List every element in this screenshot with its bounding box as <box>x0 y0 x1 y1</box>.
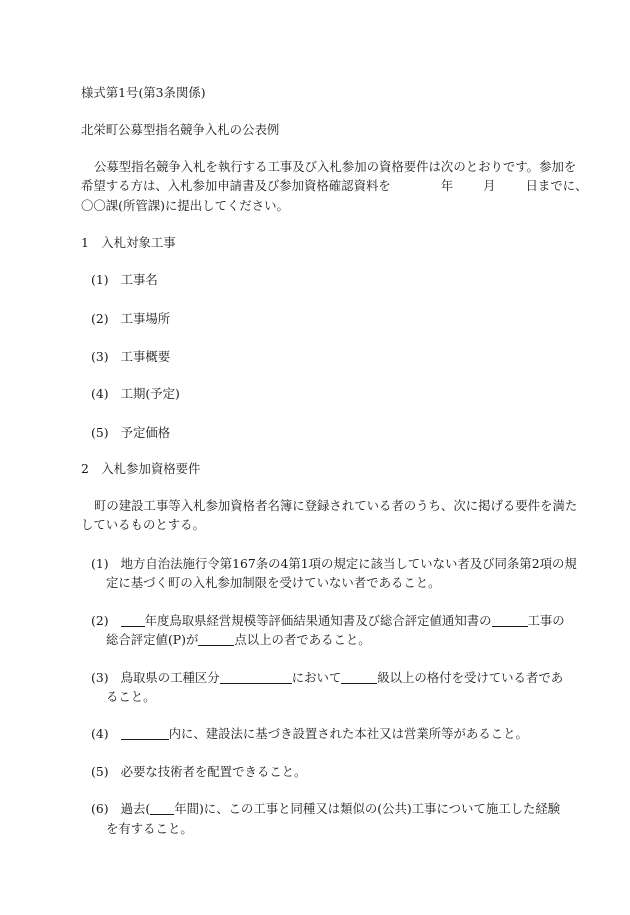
section1-item <box>91 348 170 366</box>
years-blank <box>150 801 174 815</box>
requirement-text: 級以上の格付を受けている者であ <box>377 670 564 685</box>
requirement-text: において <box>291 670 342 685</box>
intro-line-3: 〇〇課(所管課)に提出してください。 <box>81 198 289 213</box>
section1-heading: 1 入札対象工事 <box>81 235 176 250</box>
grade-blank <box>341 670 377 684</box>
document-title: 北栄町公募型指名競争入札の公表例 <box>81 122 280 137</box>
section1-item <box>91 424 170 442</box>
item-label: 工事場所 <box>120 311 171 326</box>
item-label: 予定価格 <box>120 425 171 440</box>
intro-line-2 <box>81 177 588 195</box>
requirement-4 <box>91 725 528 743</box>
requirement-text: 鳥取県の工種区分 <box>120 670 220 685</box>
requirement-6-continued: を有すること。 <box>106 821 193 836</box>
intro-line-1: 公募型指名競争入札を執行する工事及び入札参加の資格要件は次のとおりです。参加を <box>94 159 577 174</box>
work-category-blank <box>220 670 292 684</box>
deadline-suffix: 日までに、 <box>525 178 588 193</box>
section2-heading: 2 入札参加資格要件 <box>81 461 201 476</box>
section2-intro-line-2: しているものとする。 <box>81 517 205 532</box>
requirement-text: 点以上の者であること。 <box>234 632 371 647</box>
requirement-6 <box>91 800 560 818</box>
area-blank <box>121 726 169 740</box>
fiscal-year-blank <box>121 613 145 627</box>
item-number: (3) <box>91 349 109 364</box>
requirement-text: 過去( <box>120 801 151 816</box>
year-label: 年 <box>440 178 454 193</box>
requirement-2-continued <box>106 631 371 649</box>
requirement-3 <box>91 669 563 687</box>
requirement-1-continued: 定に基づく町の入札参加制限を受けていない者であること。 <box>106 575 441 590</box>
requirement-number: (1) <box>91 556 109 571</box>
requirement-text: 地方自治法施行令第167条の4第1項の規定に該当していない者及び同条第2項の規 <box>120 556 577 571</box>
section1-item <box>91 271 158 289</box>
section1-item <box>91 310 170 328</box>
score-blank <box>198 632 234 646</box>
item-number: (5) <box>91 425 109 440</box>
requirement-2 <box>91 612 565 630</box>
item-label: 工事概要 <box>120 349 171 364</box>
item-number: (4) <box>91 386 109 401</box>
requirement-text: 必要な技術者を配置できること。 <box>120 764 307 779</box>
work-type-blank <box>492 613 528 627</box>
requirement-number: (3) <box>91 670 109 685</box>
requirement-5 <box>91 763 306 781</box>
requirement-text: 工事の <box>527 613 565 628</box>
section1-item <box>91 385 180 403</box>
requirement-number: (4) <box>91 726 109 741</box>
requirement-text: 総合評定値(P)が <box>106 632 199 647</box>
item-number: (1) <box>91 272 109 287</box>
section2-intro-line-1: 町の建設工事等入札参加資格者名簿に登録されている者のうち、次に掲げる要件を満た <box>94 498 578 513</box>
requirement-1 <box>91 555 577 573</box>
item-label: 工期(予定) <box>120 386 180 401</box>
requirement-text: 年間)に、この工事と同種又は類似の(公共)工事について施工した経験 <box>174 801 561 816</box>
requirement-text: 年度鳥取県経営規模等評価結果通知書及び総合評定値通知書の <box>144 613 492 628</box>
item-number: (2) <box>91 311 109 326</box>
intro-line-2-text: 希望する方は、入札参加申請書及び参加資格確認資料を <box>81 178 391 193</box>
requirement-number: (6) <box>91 801 109 816</box>
requirement-number: (2) <box>91 613 109 628</box>
form-label: 様式第1号(第3条関係) <box>81 85 206 100</box>
month-label: 月 <box>483 178 496 193</box>
requirement-3-continued: ること。 <box>106 689 156 704</box>
requirement-number: (5) <box>91 764 109 779</box>
requirement-text: 内に、建設法に基づき設置された本社又は営業所等があること。 <box>168 726 528 741</box>
item-label: 工事名 <box>120 272 158 287</box>
